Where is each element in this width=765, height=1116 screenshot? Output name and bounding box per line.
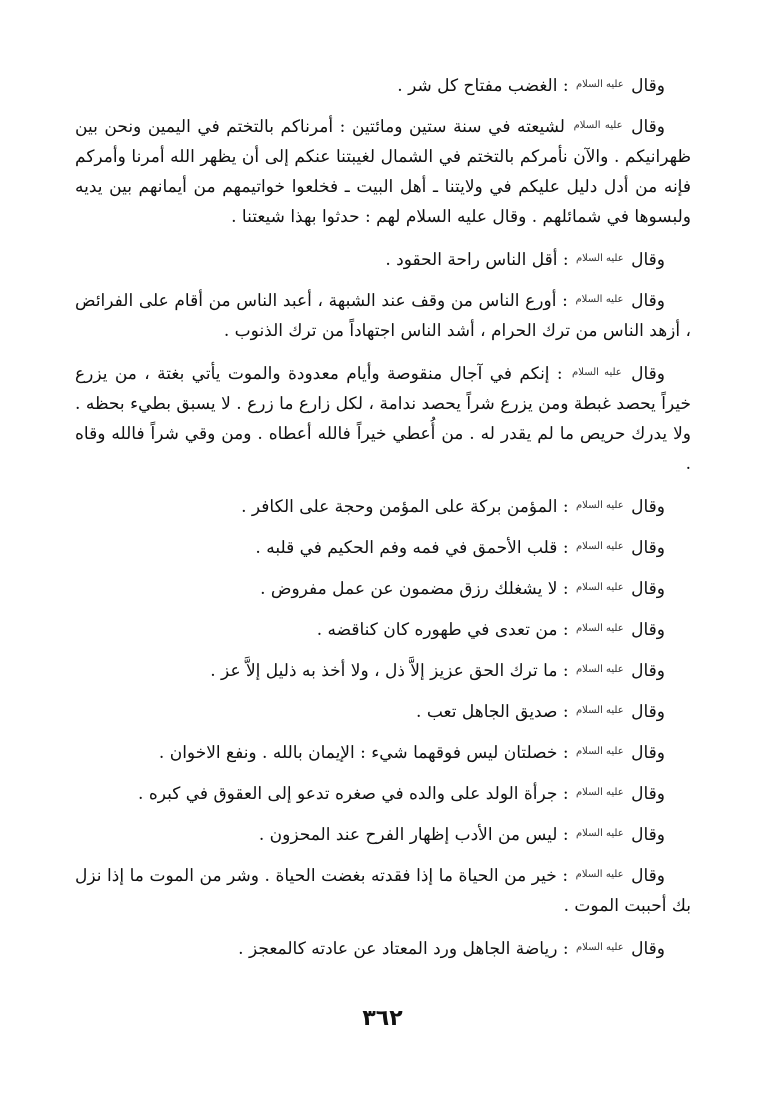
page-text	[75, 70, 691, 974]
paragraph-6	[75, 491, 691, 522]
paragraph-text: : قلب الأحمق في فمه وفم الحكيم في قلبه .	[255, 538, 569, 558]
paragraph-13	[75, 778, 691, 809]
paragraph-text: لشيعته في سنة ستين ومائتين : أمرناكم بالتختم في اليمين ونحن بين ظهرانيكم . والآن نأمركم بالتختم في الشمال لغيبتنا عنكم إلى أن يظهر الله أمرنا وأمركم فإنه من أدل دليل عليكم في ولايتنا ـ أهل البيت ـ فخلعوا خواتيمهم من أيمانهم بين يديه ولبسوها في شمائلهم . وقال عليه السلام لهم : حدثوا بهذا شيعتنا .	[75, 117, 691, 227]
paragraph-14	[75, 819, 691, 850]
paragraph-1	[75, 70, 691, 101]
paragraph-text: : خير من الحياة ما إذا فقدته بغضت الحياة . وشر من الموت ما إذا نزل بك أحببت الموت .	[75, 866, 691, 916]
paragraph-lead: وقال	[631, 661, 665, 681]
paragraph-9	[75, 614, 691, 645]
honorific-symbol: عليه السلام	[575, 942, 624, 953]
paragraph-11	[75, 696, 691, 727]
paragraph-text: : أورع الناس من وقف عند الشبهة ، أعبد الناس من أقام على الفرائض ، أزهد الناس من ترك الحرام ، أشد الناس اجتهاداً من ترك الذنوب .	[75, 291, 691, 341]
honorific-symbol: عليه السلام	[575, 541, 624, 552]
paragraph-text: : المؤمن بركة على المؤمن وحجة على الكافر .	[241, 497, 569, 517]
honorific-symbol: عليه السلام	[575, 500, 624, 511]
paragraph-lead: وقال	[631, 866, 665, 886]
honorific-symbol: عليه السلام	[575, 294, 624, 305]
paragraph-lead: وقال	[631, 250, 665, 270]
paragraph-lead: وقال	[631, 364, 666, 384]
paragraph-10	[75, 655, 691, 686]
honorific-symbol: عليه السلام	[575, 705, 624, 716]
honorific-symbol: عليه السلام	[572, 367, 622, 378]
paragraph-text: : ليس من الأدب إظهار الفرح عند المحزون .	[258, 825, 569, 845]
honorific-symbol: عليه السلام	[575, 582, 624, 593]
paragraph-text: : أقل الناس راحة الحقود .	[385, 250, 569, 270]
paragraph-lead: وقال	[631, 538, 665, 558]
paragraph-lead: وقال	[631, 702, 665, 722]
honorific-symbol: عليه السلام	[575, 828, 624, 839]
paragraph-lead: وقال	[631, 825, 665, 845]
honorific-symbol: عليه السلام	[575, 869, 624, 880]
paragraph-12	[75, 737, 691, 768]
paragraph-3	[75, 244, 691, 275]
paragraph-8	[75, 573, 691, 604]
paragraph-lead: وقال	[631, 784, 665, 804]
paragraph-16	[75, 933, 691, 964]
paragraph-text: : خصلتان ليس فوقهما شيء : الإيمان بالله . ونفع الاخوان .	[158, 743, 569, 763]
paragraph-text: : إنكم في آجال منقوصة وأيام معدودة والموت يأتي بغتة ، من يزرع خيراً يحصد غبطة ومن يزرع شراً يحصد ندامة ، لكل زارع ما زرع . لا يسبق بطيء بحظه . ولا يدرك حريص ما لم يقدر له . من أُعطي خيراً فالله أعطاه . ومن وقي شراً فالله وقاه .	[75, 364, 691, 474]
honorific-symbol: عليه السلام	[575, 79, 624, 90]
paragraph-lead: وقال	[631, 939, 665, 959]
honorific-symbol: عليه السلام	[575, 746, 624, 757]
paragraph-text: : رياضة الجاهل ورد المعتاد عن عادته كالمعجز .	[238, 939, 569, 959]
paragraph-lead: وقال	[631, 497, 665, 517]
paragraph-lead: وقال	[631, 291, 665, 311]
paragraph-lead: وقال	[631, 743, 665, 763]
paragraph-text: : من تعدى في طهوره كان كناقضه .	[316, 620, 569, 640]
paragraph-lead: وقال	[631, 579, 665, 599]
paragraph-7	[75, 532, 691, 563]
honorific-symbol: عليه السلام	[575, 253, 624, 264]
paragraph-text: : لا يشغلك رزق مضمون عن عمل مفروض .	[260, 579, 569, 599]
paragraph-text: : جرأة الولد على والده في صغره تدعو إلى العقوق في كبره .	[138, 784, 569, 804]
paragraph-5	[75, 358, 691, 479]
honorific-symbol: عليه السلام	[575, 623, 624, 634]
page-number: ٣٦٢	[362, 1006, 403, 1031]
honorific-symbol: عليه السلام	[575, 664, 624, 675]
paragraph-lead: وقال	[631, 76, 665, 96]
honorific-symbol: عليه السلام	[573, 120, 623, 131]
paragraph-text: : ما ترك الحق عزيز إلاَّ ذل ، ولا أخذ به ذليل إلاَّ عز .	[210, 661, 569, 681]
honorific-symbol: عليه السلام	[575, 787, 624, 798]
paragraph-lead: وقال	[631, 117, 666, 137]
paragraph-lead: وقال	[631, 620, 665, 640]
paragraph-15	[75, 860, 691, 921]
paragraph-2	[75, 111, 691, 232]
paragraph-text: : الغضب مفتاح كل شر .	[397, 76, 569, 96]
paragraph-4	[75, 285, 691, 346]
paragraph-text: : صديق الجاهل تعب .	[416, 702, 569, 722]
